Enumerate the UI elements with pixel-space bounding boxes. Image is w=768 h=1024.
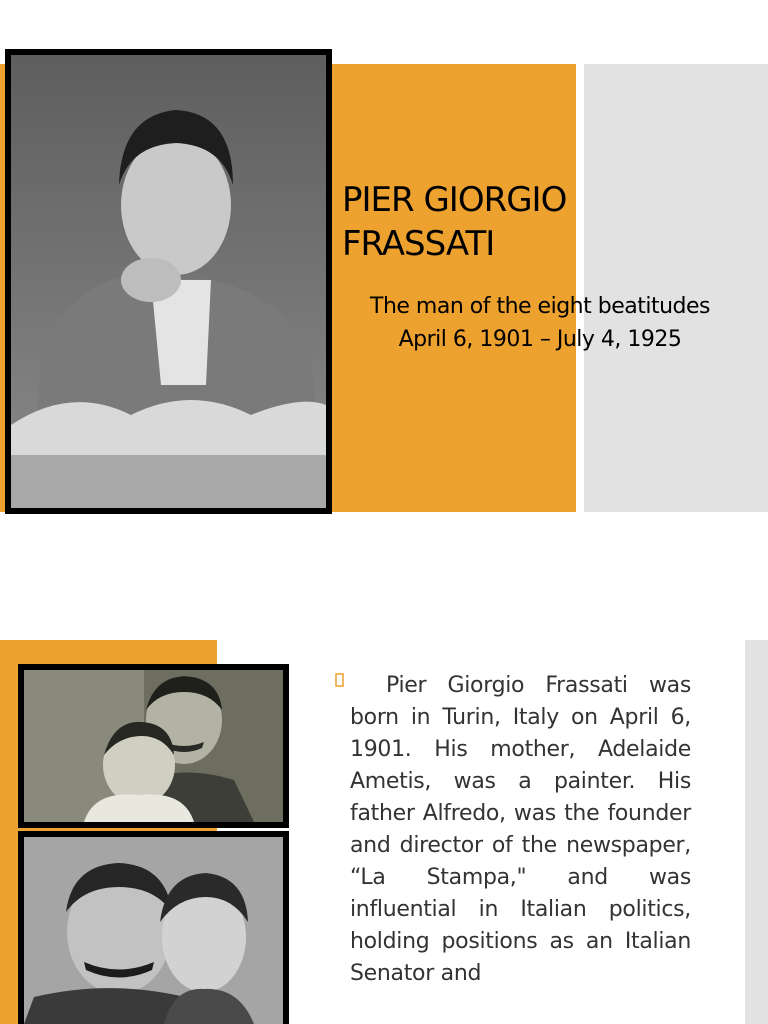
page-title — [342, 178, 642, 266]
gray-panel — [584, 64, 768, 512]
father-son-photo-frame — [18, 831, 289, 1024]
biography-paragraph: Pier Giorgio Frassati was born in Turin, Italy on April 6, 1901. His mother, Adelaide Ametis, was a painter. His father Alfredo, was the founder and director of the newspaper, “La Stampa," and was influential in Italian politics, holding positions as an Italian Senator and — [350, 673, 691, 986]
bullet-icon — [334, 673, 346, 687]
baby-photo-frame — [18, 664, 289, 828]
portrait-photo — [11, 55, 326, 508]
subtitle-line-1: The man of the eight beatitudes — [370, 294, 710, 319]
portrait-photo-frame — [5, 49, 332, 514]
portrait-photo-icon — [11, 55, 326, 508]
baby-with-father-photo-icon — [24, 670, 283, 822]
baby-with-father-photo — [24, 670, 283, 822]
title-line-1: PIER GIORGIO — [342, 180, 567, 220]
biography-slide — [0, 600, 768, 1024]
subtitle-line-2: April 6, 1901 – July 4, 1925 — [398, 327, 682, 352]
father-and-son-photo-icon — [24, 837, 283, 1024]
subtitle — [330, 290, 750, 356]
gray-panel — [745, 640, 768, 1024]
father-and-son-photo — [24, 837, 283, 1024]
title-line-2: FRASSATI — [342, 224, 495, 264]
